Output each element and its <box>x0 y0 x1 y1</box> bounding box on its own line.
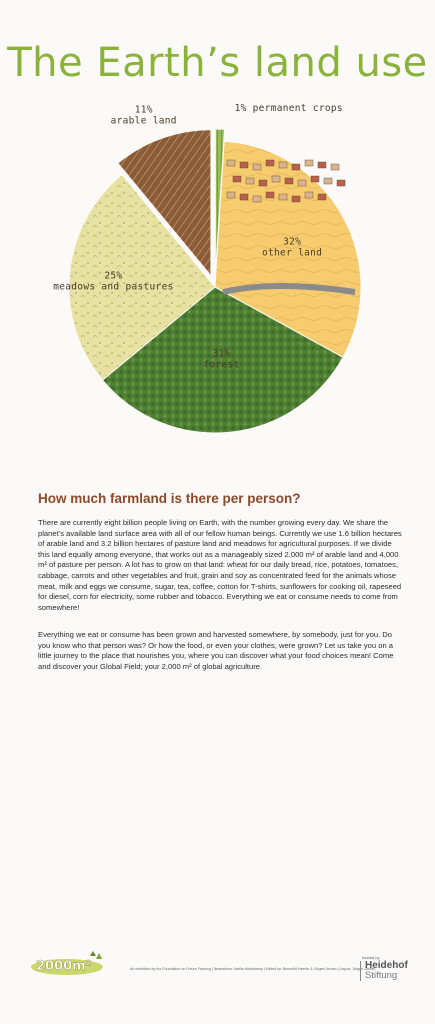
page-title: The Earth’s land use <box>7 40 428 86</box>
sponsor-name-line1: Heidehof <box>365 960 408 971</box>
label-forest: 31% forest <box>203 348 240 371</box>
svg-text:2000m²: 2000m² <box>36 959 92 974</box>
label-other-land: 32% other land <box>262 236 323 259</box>
exhibition-credits: An exhibition by the Foundation on Future Farming | Illustrations: Iswilla Heidekamp | Edited by: Benedikt Haerlin & Jürgen Jordan | Layout: Jürgen Jordan <box>130 967 376 971</box>
funded-by-label: funded by <box>362 955 380 960</box>
label-meadows-and-pastures: 25% meadows and pastures <box>53 270 174 293</box>
label-arable-land: 11% arable land <box>110 104 177 127</box>
article-heading: How much farmland is there per person? <box>38 491 301 506</box>
exhibition-logo <box>30 950 108 976</box>
sponsor-name-line2: Stiftung <box>365 970 398 981</box>
label-permanent-crops: 1% permanent crops <box>234 103 343 115</box>
article-paragraph-2: Everything we eat or consume has been grown and harvested somewhere, by somebody, just for you. Do you know who that person was? Or how the food, or even your clothes, were grown? Let us take you on a little journey to the place that nourishes you, where you can discover what your food choices mean! Come and discover your Global Field; your 2,000 m² of global agriculture. <box>38 630 394 671</box>
land-use-pie-chart <box>53 103 375 440</box>
sponsor-logo <box>360 961 408 981</box>
article-paragraph-1: There are currently eight billion people living on Earth, with the number growing every day. We share the planet’s available land surface area with all of our fellow human beings. Currently we use 1.6 billion hectares of arable land and 3.2 billion hectares of pasture land and meadows for agricultural purposes. If we divide this land equally among everyone, that works out as a manageably sized 2,000 m² of arable land and 4,000 m² of pasture per person. A lot has to grow on that land: wheat for our daily bread, rice, potatoes, tomatoes, cabbage, carrots and other vegetables and fruit, grain and soy as concentrated feed for the animals whose meat, milk and eggs we consume, sugar, tea, coffee, cotton for T-shirts, sunflowers for cooking oil, rapeseed for diesel, corn for electricity, some rubber and tobacco. Everything we eat or consume needs to come from somewhere! <box>38 518 402 612</box>
